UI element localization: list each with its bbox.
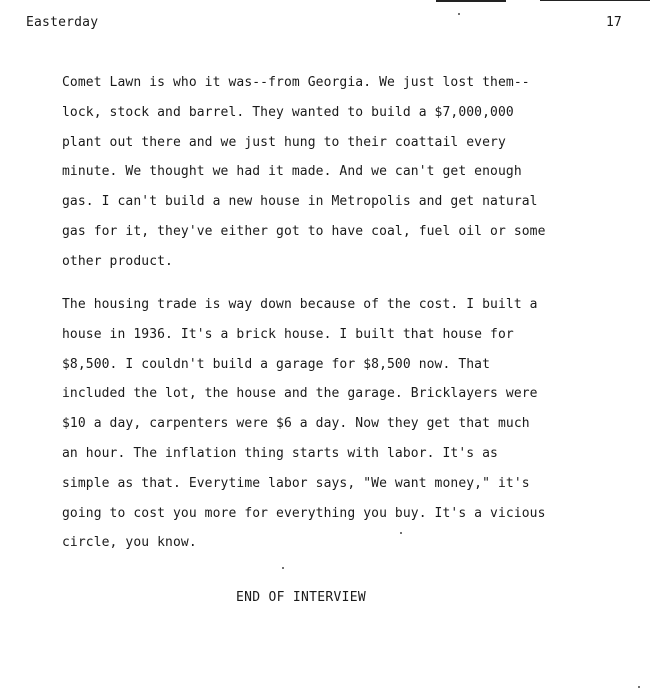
text-line: circle, you know. xyxy=(62,535,197,551)
scan-speck xyxy=(458,13,460,15)
paragraph-1 xyxy=(62,68,632,277)
text-line: included the lot, the house and the garage. Bricklayers were xyxy=(62,386,538,402)
text-line: gas. I can't build a new house in Metropolis and get natural xyxy=(62,194,538,210)
text-line: gas for it, they've either got to have coal, fuel oil or some xyxy=(62,223,546,239)
text-line: $10 a day, carpenters were $6 a day. Now they get that much xyxy=(62,416,530,432)
scan-edge-mark xyxy=(540,0,650,1)
scan-speck xyxy=(400,532,402,534)
text-line: an hour. The inflation thing starts with labor. It's as xyxy=(62,445,498,461)
text-line: minute. We thought we had it made. And we can't get enough xyxy=(62,164,522,180)
end-of-interview-note: END OF INTERVIEW xyxy=(236,590,367,605)
header-name: Easterday xyxy=(26,15,99,30)
page-number: 17 xyxy=(606,15,622,30)
scan-speck xyxy=(282,567,284,569)
text-line: $8,500. I couldn't build a garage for $8,500 now. That xyxy=(62,356,491,372)
text-line: The housing trade is way down because of the cost. I built a xyxy=(62,297,538,312)
text-line: going to cost you more for everything you buy. It's a vicious xyxy=(62,505,546,521)
text-line: plant out there and we just hung to their coattail every xyxy=(62,134,506,150)
text-line: lock, stock and barrel. They wanted to build a $7,000,000 xyxy=(62,104,514,120)
scan-speck xyxy=(638,686,640,688)
text-line: simple as that. Everytime labor says, "We want money," it's xyxy=(62,475,530,491)
scan-edge-mark xyxy=(436,0,506,2)
paragraph-2 xyxy=(62,290,632,558)
text-line: house in 1936. It's a brick house. I built that house for xyxy=(62,326,514,342)
text-line: Comet Lawn is who it was--from Georgia. We just lost them-- xyxy=(62,75,530,90)
text-line: other product. xyxy=(62,253,173,269)
